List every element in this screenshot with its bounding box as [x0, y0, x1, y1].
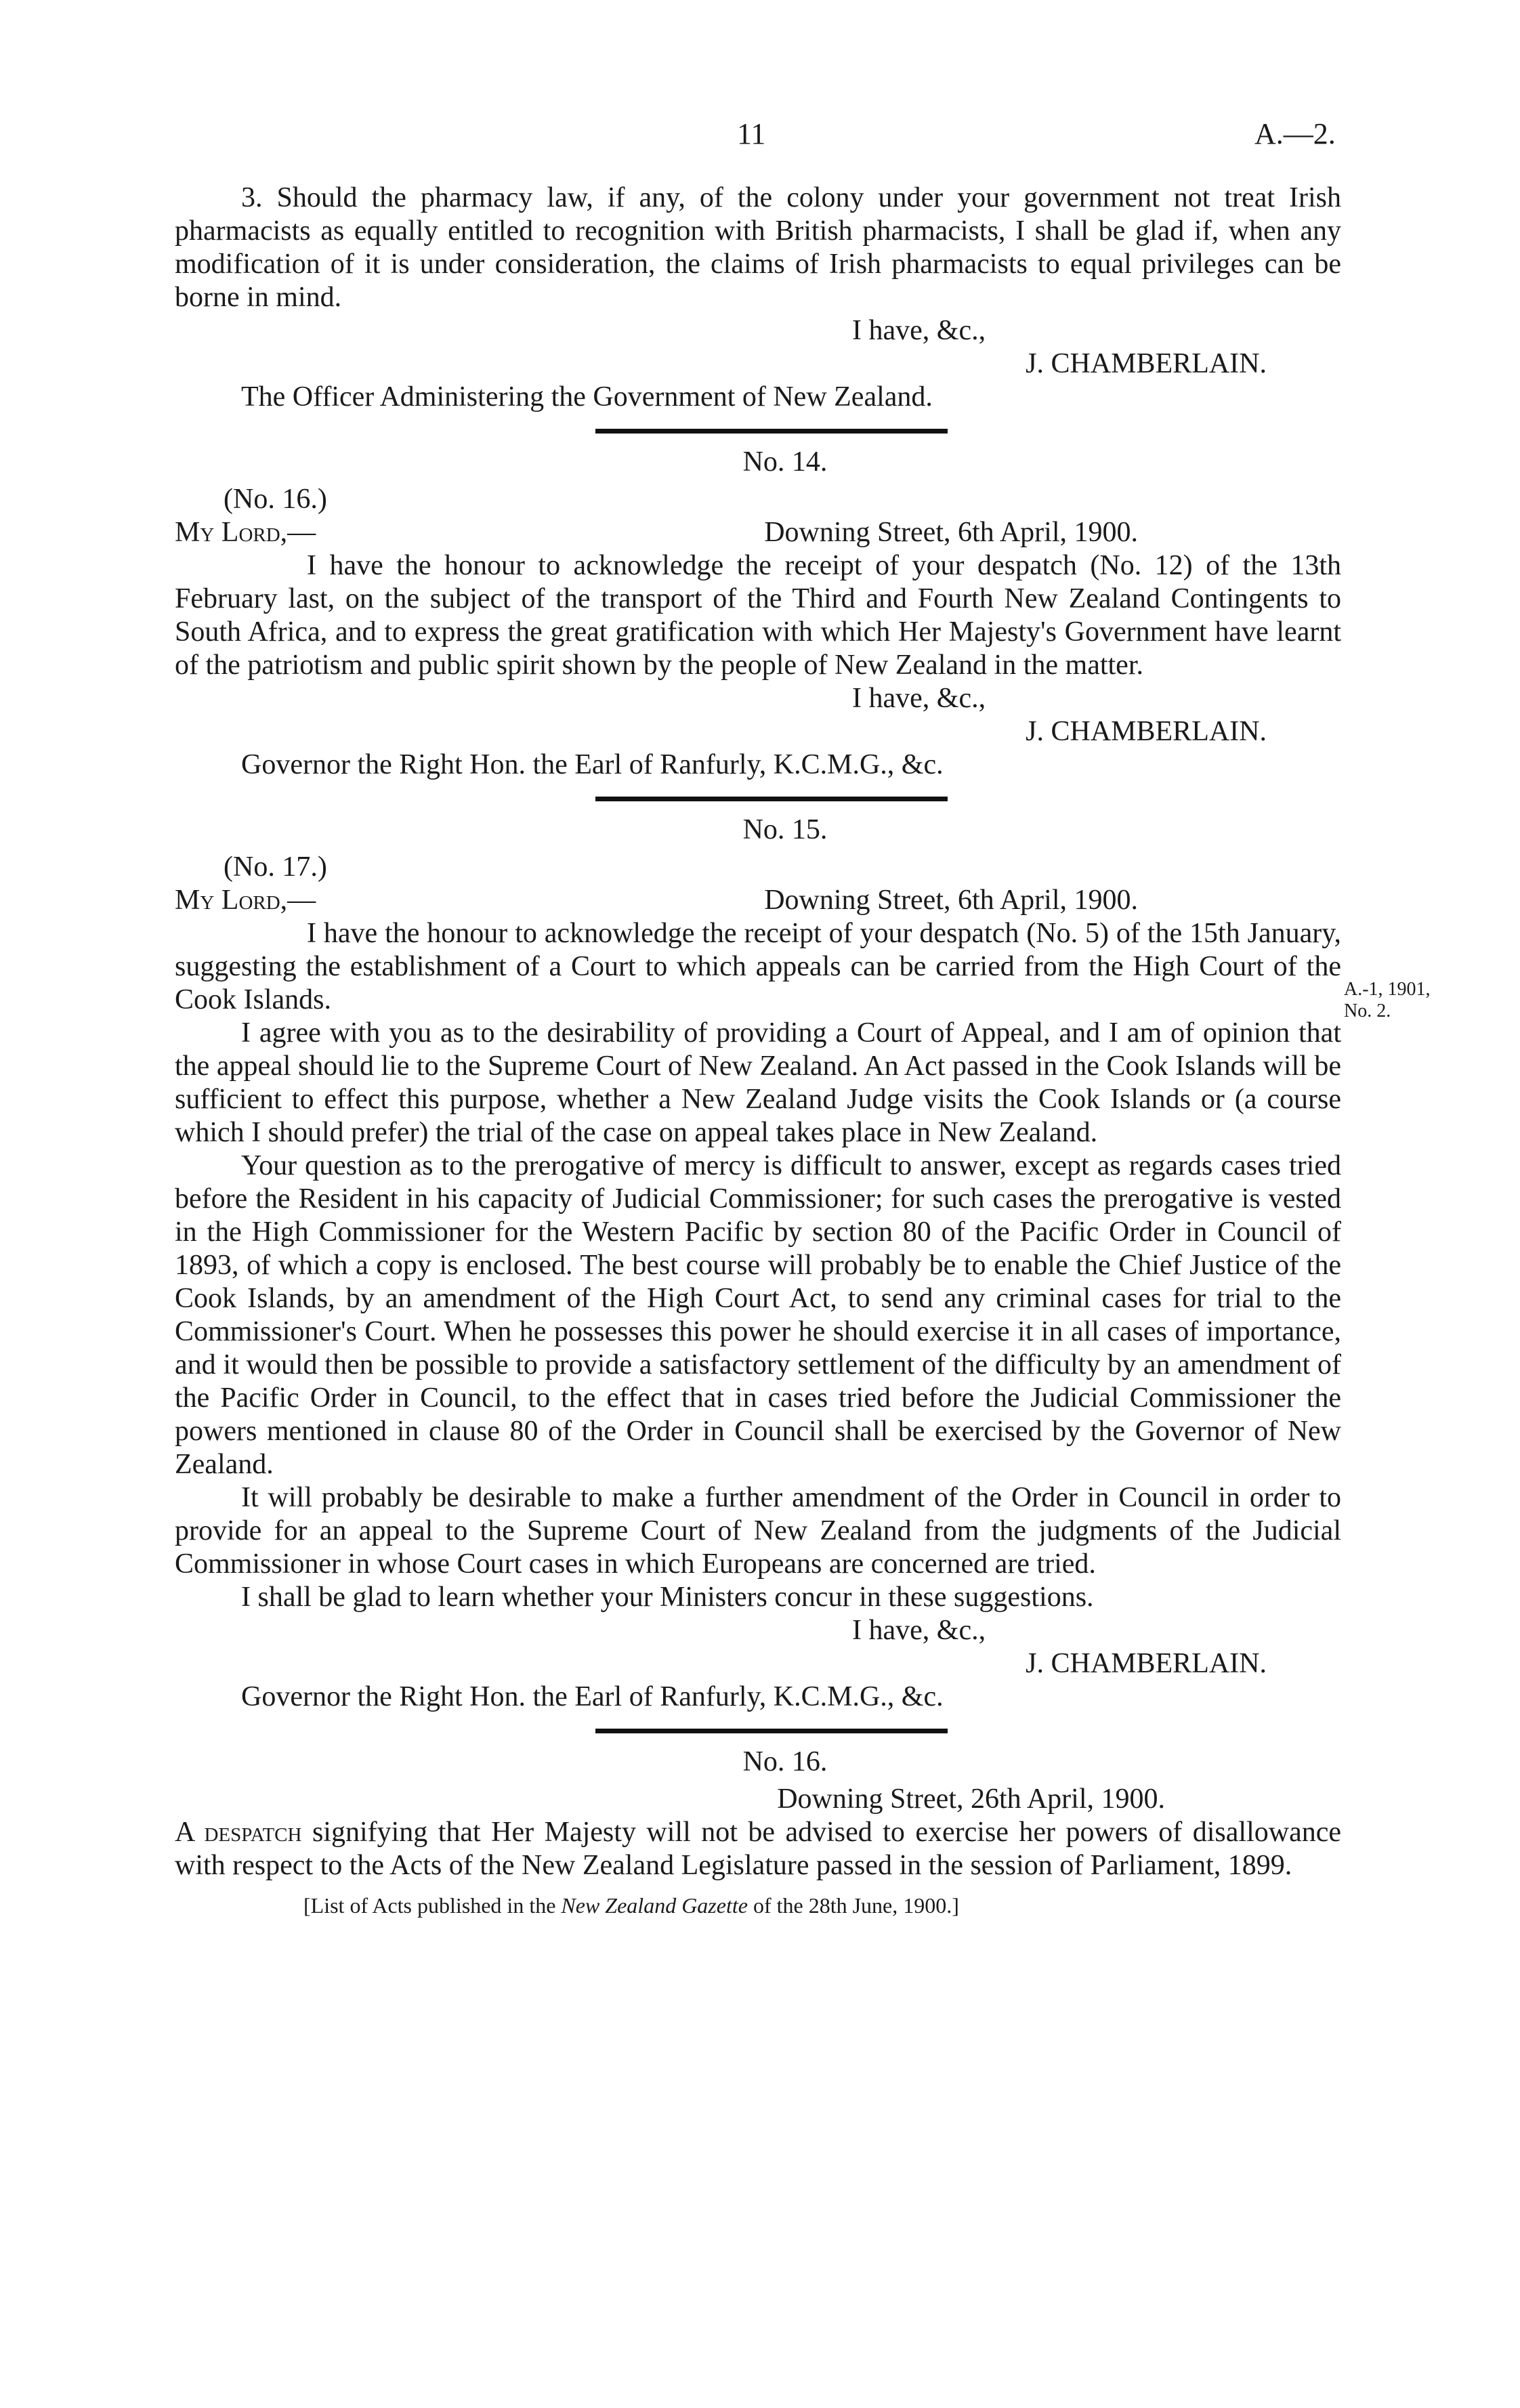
margin-note — [1344, 979, 1431, 1022]
dateline: Downing Street, 26th April, 1900. — [777, 1783, 1165, 1815]
section-divider — [595, 1729, 948, 1733]
signature: J. CHAMBERLAIN. — [1026, 716, 1267, 747]
paragraph: I have the honour to acknowledge the receipt of your despatch (No. 12) of the 13th February last, on the subject of the transport of the Third and Fourth New Zealand Contingents to South Africa, and to express the great gratification with which Her Majesty's Government have learnt of the patriotism and public spirit shown by the people of New Zealand in the matter. — [175, 550, 1341, 681]
addressee: The Officer Administering the Government of New Zealand. — [241, 381, 933, 413]
margin-note-line-2: No. 2. — [1344, 1000, 1391, 1021]
paragraph-2: I agree with you as to the desirability of providing a Court of Appeal, and I am of opinion that the appeal should lie to the Supreme Court of New Zealand. An Act passed in the Cook Islands will be sufficient to effect this purpose, whether a New Zealand Judge visits the Cook Islands or (a course which I should prefer) the trial of the case on appeal takes place in New Zealand. — [175, 1017, 1341, 1148]
greeting-dateline — [175, 884, 1341, 917]
despatch-lead: A despatch — [175, 1817, 302, 1848]
despatch-number: (No. 16.) — [224, 484, 327, 515]
closing-have: I have, &c., — [852, 1615, 986, 1646]
paragraph-3: Your question as to the prerogative of mercy is difficult to answer, except as regards cases tried before the Resident in his capacity of Judicial Commissioner; for such cases the prerogative is vested in the High Commissioner for the Western Pacific by section 80 of the Pacific Order in Council of 1893, of which a copy is enclosed. The best course will probably be to enable the Chief Justice of the Cook Islands, by an amendment of the High Court Act, to send any criminal cases for trial to the Commissioner's Court. When he possesses this power he should exercise it in all cases of importance, and it would then be possible to provide a satisfactory settlement of the difficulty by an amendment of the Pacific Order in Council, to the effect that in cases tried before the Judicial Commissioner the powers mentioned in clause 80 of the Order in Council shall be exercised by the Governor of New Zealand. — [175, 1150, 1341, 1480]
closing-have: I have, &c., — [852, 683, 986, 714]
section-title-no14: No. 14. — [742, 446, 828, 478]
signature: J. CHAMBERLAIN. — [1026, 1648, 1267, 1679]
greeting: My Lord,— — [175, 885, 316, 916]
dateline: Downing Street, 6th April, 1900. — [764, 885, 1138, 916]
despatch-number: (No. 17.) — [224, 851, 327, 883]
despatch-body: signifying that Her Majesty will not be advised to exercise her powers of disallowance with respect to the Acts of the New Zealand Legislature passed in the session of Parliament, 1899. — [175, 1817, 1341, 1881]
margin-note-line-1: A.-1, 1901, — [1344, 979, 1431, 1000]
footnote-gazette: New Zealand Gazette — [561, 1893, 748, 1918]
section-divider — [595, 797, 948, 801]
paragraph-1: I have the honour to acknowledge the receipt of your despatch (No. 5) of the 15th January, suggesting the establishment of a Court to which appeals can be carried from the High Court of the Cook Islands. — [175, 918, 1341, 1015]
greeting-dateline — [175, 516, 1341, 549]
paragraph-5: I shall be glad to learn whether your Ministers concur in these suggestions. — [241, 1582, 1094, 1613]
paragraph-3: 3. Should the pharmacy law, if any, of the colony under your government not treat Irish pharmacists as equally entitled to recognition with British pharmacists, I shall be glad if, when any modification of it is under consideration, the claims of Irish pharmacists to equal privileges can be borne in mind. — [175, 182, 1341, 313]
footnote-post: of the 28th June, 1900.] — [747, 1893, 959, 1918]
addressee: Governor the Right Hon. the Earl of Ranfurly, K.C.M.G., &c. — [241, 1681, 944, 1712]
page-number: 11 — [737, 117, 766, 150]
page-header — [0, 117, 1520, 157]
signature: J. CHAMBERLAIN. — [1026, 348, 1267, 379]
footnote — [303, 1889, 1341, 1922]
document-reference: A.—2. — [1254, 117, 1336, 150]
closing-have: I have, &c., — [852, 315, 986, 346]
dateline: Downing Street, 6th April, 1900. — [764, 517, 1138, 548]
footnote-pre: [List of Acts published in the — [303, 1893, 562, 1918]
paragraph — [175, 1816, 1341, 1882]
greeting: My Lord,— — [175, 517, 316, 548]
section-title-no16: No. 16. — [742, 1746, 828, 1777]
section-divider — [595, 429, 948, 434]
section-continuation — [175, 182, 1341, 1922]
addressee: Governor the Right Hon. the Earl of Ranfurly, K.C.M.G., &c. — [241, 749, 944, 780]
section-title-no15: No. 15. — [742, 814, 828, 845]
paragraph-4: It will probably be desirable to make a further amendment of the Order in Council in order to provide for an appeal to the Supreme Court of New Zealand from the judgments of the Judicial Commissioner in whose Court cases in which Europeans are concerned are tried. — [175, 1482, 1341, 1580]
